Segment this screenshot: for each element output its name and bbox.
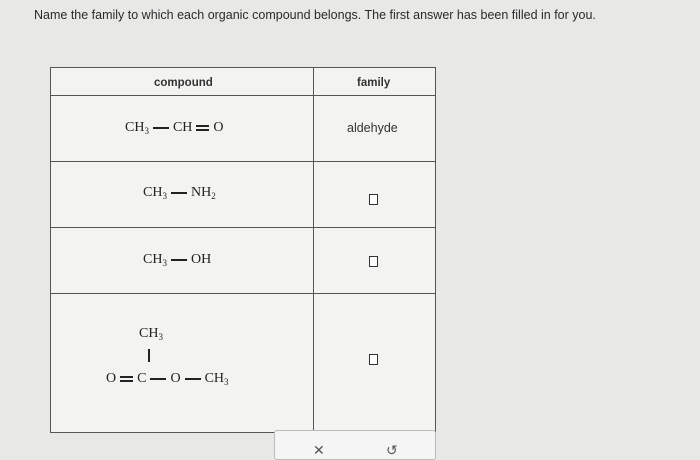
row-divider [51, 293, 435, 294]
compound-acetaldehyde: $CH_3$ CH O [125, 120, 224, 136]
clear-button[interactable]: ✕ [313, 442, 325, 458]
row-divider [51, 161, 435, 162]
compound-methanol: $CH_3$ OH [143, 252, 212, 268]
vertical-bond [148, 349, 150, 362]
answer-toolbar [274, 430, 436, 460]
family-answer-4-input[interactable] [369, 354, 378, 365]
column-divider [313, 68, 314, 432]
compound-ester: O C O $CH_3$ [106, 371, 229, 387]
family-answer-3-input[interactable] [369, 256, 378, 267]
undo-button[interactable]: ↺ [386, 442, 398, 458]
family-answer-2-input[interactable] [369, 194, 378, 205]
compound-methylamine: $CH_3$ $NH_2$ [143, 185, 216, 201]
header-divider [51, 95, 435, 96]
question-prompt: Name the family to which each organic compound belongs. The first answer has been filled in for you. [34, 8, 596, 22]
compound-ester-substituent: $CH_3$ [139, 326, 163, 342]
family-answer-1: aldehyde [347, 121, 398, 135]
compound-family-table [50, 67, 436, 433]
header-compound: compound [154, 77, 213, 89]
header-family: family [357, 77, 391, 89]
row-divider [51, 227, 435, 228]
